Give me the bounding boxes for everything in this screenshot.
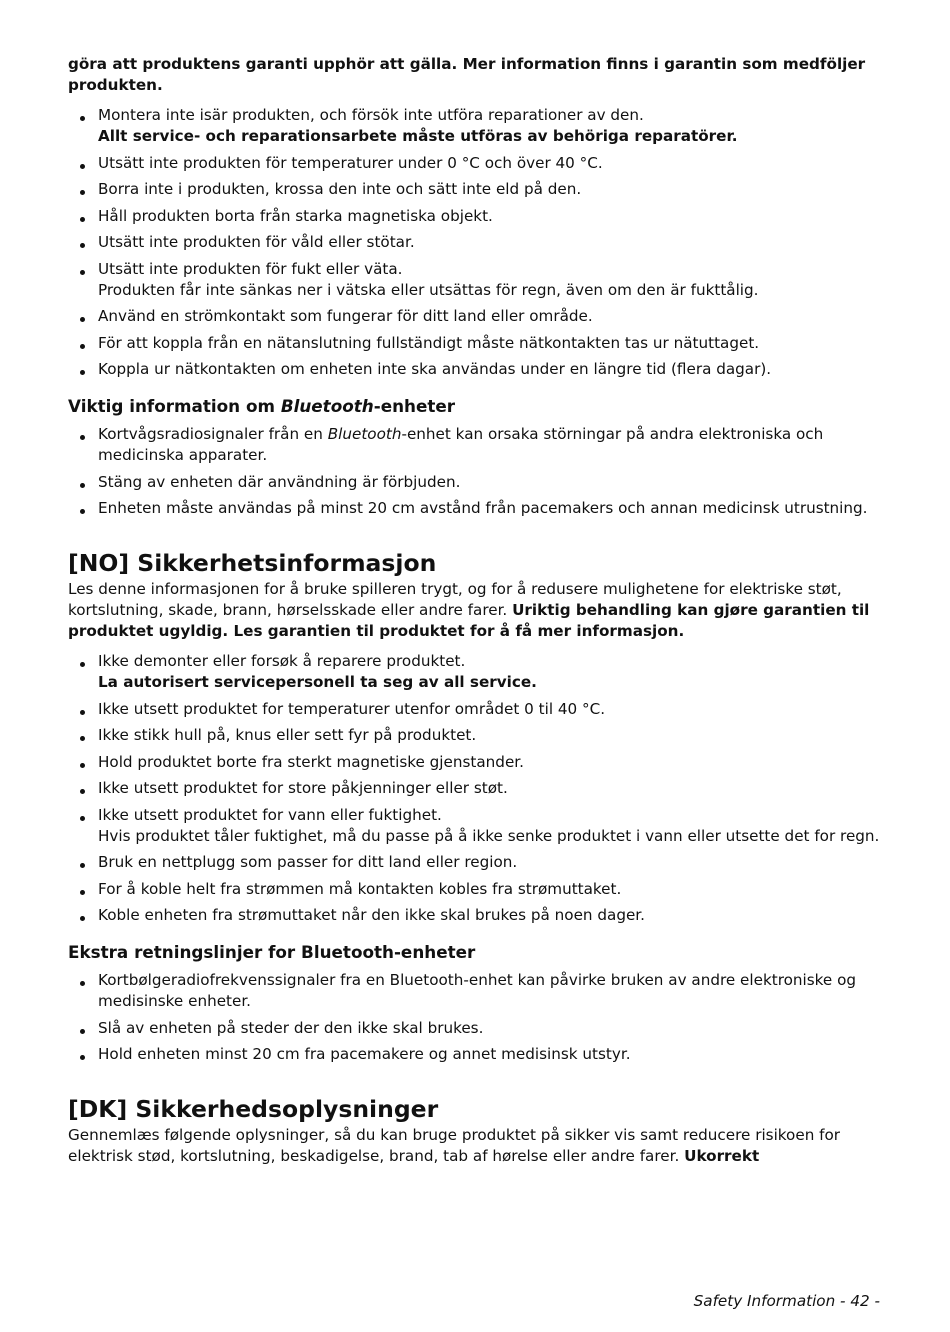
dk-section-title: [DK] Sikkerhedsoplysninger <box>68 1095 439 1123</box>
list-item: Koble enheten fra strømuttaket når den ikke skal brukes på noen dager. <box>68 905 898 926</box>
list-item: Ikke demonter eller forsøk å reparere produktet. La autorisert servicepersonell ta seg av all service. <box>68 651 898 693</box>
list-item: Utsätt inte produkten för våld eller stötar. <box>68 232 898 253</box>
list-item: Enheten måste användas på minst 20 cm avstånd från pacemakers och annan medicinsk utrustning. <box>68 498 898 519</box>
document-page <box>68 54 898 1176</box>
list-item: Hold produktet borte fra sterkt magnetiske gjenstander. <box>68 752 898 773</box>
list-item: Utsätt inte produkten för temperaturer under 0 °C och över 40 °C. <box>68 153 898 174</box>
sv-bluetooth-heading: Viktig information om Bluetooth-enheter <box>68 396 456 416</box>
list-item: Ikke utsett produktet for store påkjenninger eller støt. <box>68 778 898 799</box>
page-footer: Safety Information - 42 - <box>693 1292 880 1310</box>
sv-bluetooth-list <box>68 424 898 519</box>
list-item: För att koppla från en nätanslutning fullständigt måste nätkontakten tas ur nätuttaget. <box>68 333 898 354</box>
list-item: Koppla ur nätkontakten om enheten inte ska användas under en längre tid (flera dagar). <box>68 359 898 380</box>
list-item: Slå av enheten på steder der den ikke skal brukes. <box>68 1018 898 1039</box>
no-safety-list <box>68 651 898 926</box>
list-item: Kortvågsradiosignaler från en Bluetooth-enhet kan orsaka störningar på andra elektroniska och medicinska apparater. <box>68 424 898 466</box>
list-item: Ikke utsett produktet for vann eller fuktighet. Hvis produktet tåler fuktighet, må du passe på å ikke senke produktet i vann eller utsette det for regn. <box>68 805 898 847</box>
list-item: For å koble helt fra strømmen må kontakten kobles fra strømuttaket. <box>68 879 898 900</box>
dk-intro: Gennemlæs følgende oplysninger, så du kan bruge produktet på sikker vis samt reducere risikoen for elektrisk stød, kortslutning, beskadigelse, brand, tab af hørelse eller andre farer. Ukorrekt <box>68 1126 841 1165</box>
list-item: Ikke stikk hull på, knus eller sett fyr på produktet. <box>68 725 898 746</box>
list-item: Använd en strömkontakt som fungerar för ditt land eller område. <box>68 306 898 327</box>
list-item: Montera inte isär produkten, och försök inte utföra reparationer av den. Allt service- och reparationsarbete måste utföras av behöriga reparatörer. <box>68 105 898 147</box>
no-bluetooth-list <box>68 970 898 1065</box>
list-item: Ikke utsett produktet for temperaturer utenfor området 0 til 40 °C. <box>68 699 898 720</box>
no-intro: Les denne informasjonen for å bruke spilleren trygt, og for å redusere mulighetene for elektriske støt, kortslutning, skade, brann, hørselsskade eller andre farer. Uriktig behandling kan gjøre garantien til produktet ugyldig. Les garantien til produktet for å få mer informasjon. <box>68 580 870 640</box>
list-item: Hold enheten minst 20 cm fra pacemakere og annet medisinsk utstyr. <box>68 1044 898 1065</box>
list-item: Håll produkten borta från starka magnetiska objekt. <box>68 206 898 227</box>
sv-intro-bold: göra att produktens garanti upphör att gälla. Mer information finns i garantin som medföljer produkten. <box>68 55 866 94</box>
list-item: Bruk en nettplugg som passer for ditt land eller region. <box>68 852 898 873</box>
list-item: Kortbølgeradiofrekvenssignaler fra en Bluetooth-enhet kan påvirke bruken av andre elektroniske og medisinske enheter. <box>68 970 898 1012</box>
list-item: Utsätt inte produkten för fukt eller väta. Produkten får inte sänkas ner i vätska eller utsättas för regn, även om den är fukttålig. <box>68 259 898 301</box>
list-item: Borra inte i produkten, krossa den inte och sätt inte eld på den. <box>68 179 898 200</box>
list-item: Stäng av enheten där användning är förbjuden. <box>68 472 898 493</box>
no-section-title: [NO] Sikkerhetsinformasjon <box>68 549 437 577</box>
sv-safety-list <box>68 105 898 380</box>
no-bluetooth-heading: Ekstra retningslinjer for Bluetooth-enheter <box>68 942 476 962</box>
